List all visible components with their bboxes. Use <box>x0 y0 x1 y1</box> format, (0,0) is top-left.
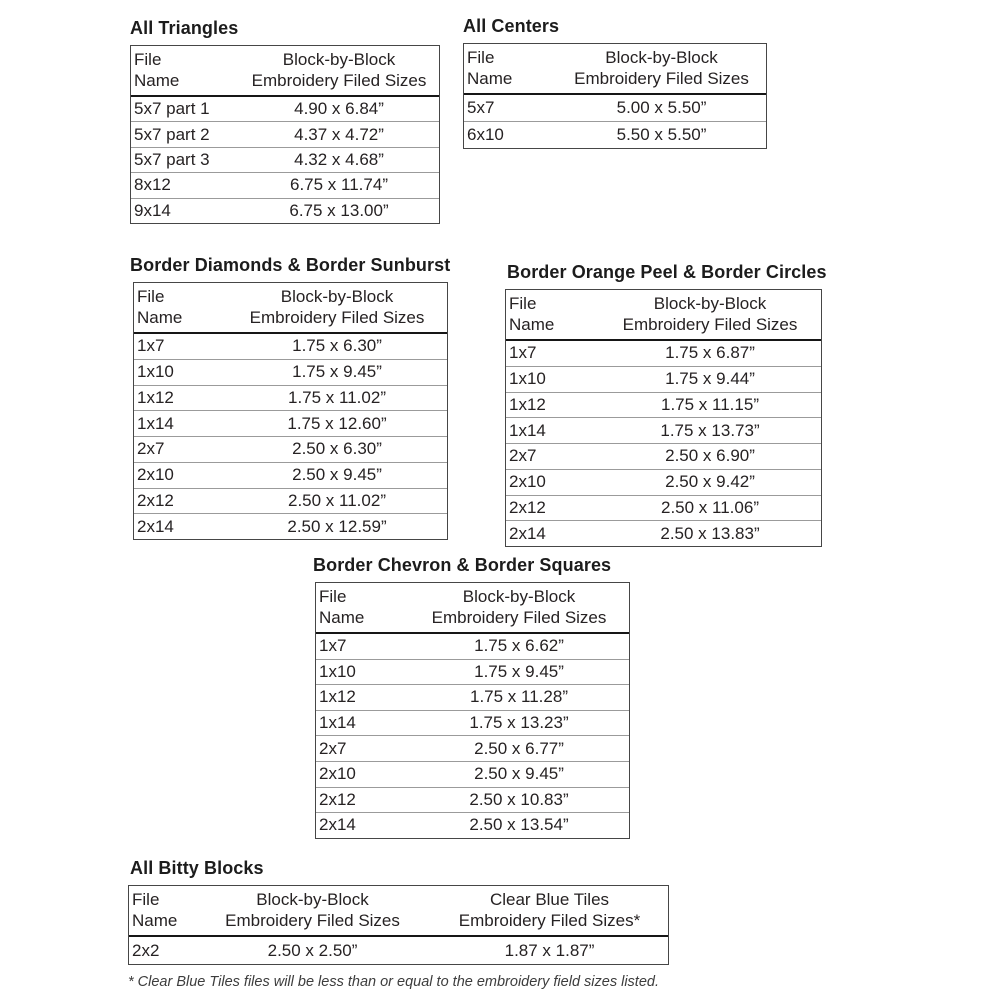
table-all-centers <box>463 43 767 149</box>
table-row <box>316 710 629 736</box>
table-row <box>134 488 447 514</box>
section-border-orangepeel-circles <box>505 262 827 547</box>
cell-size: 2.50 x 13.54” <box>469 815 569 835</box>
table-row <box>506 520 821 546</box>
cell-file-name: 8x12 <box>134 175 171 195</box>
table-row <box>134 385 447 411</box>
cell-file-name: 2x7 <box>509 446 537 466</box>
cell-size: 1.75 x 12.60” <box>287 413 387 433</box>
column-header-sizes: Block-by-Block Embroidery Filed Sizes <box>622 294 798 334</box>
table-row <box>134 462 447 488</box>
table-row <box>134 436 447 462</box>
cell-size: 1.75 x 9.45” <box>474 661 564 681</box>
table-title-all-bitty-blocks: All Bitty Blocks <box>130 858 264 878</box>
table-row <box>506 366 821 392</box>
column-header-file-name: File Name <box>132 890 178 930</box>
cell-size: 1.75 x 13.23” <box>469 713 569 733</box>
column-header-sizes: Block-by-Block Embroidery Filed Sizes <box>251 50 427 90</box>
table-row <box>131 172 439 197</box>
table-all-bitty-blocks <box>128 885 669 965</box>
table-row <box>316 684 629 710</box>
table-row <box>316 735 629 761</box>
cell-file-name: 2x14 <box>319 815 356 835</box>
table-row <box>506 392 821 418</box>
table-row <box>506 341 821 366</box>
cell-file-name: 5x7 <box>467 98 495 117</box>
cell-size: 2.50 x 9.42” <box>665 472 755 492</box>
table-row <box>131 198 439 223</box>
cell-size: 1.75 x 6.30” <box>292 336 382 356</box>
table-row <box>134 410 447 436</box>
cell-file-name: 2x12 <box>509 497 546 517</box>
table-row <box>316 812 629 838</box>
cell-size: 4.37 x 4.72” <box>294 124 384 144</box>
cell-size: 2.50 x 12.59” <box>287 516 387 536</box>
cell-size: 1.75 x 11.28” <box>470 687 568 707</box>
cell-size: 5.00 x 5.50” <box>616 98 707 117</box>
column-header-sizes: Block-by-Block Embroidery Filed Sizes <box>249 287 425 327</box>
table-row <box>506 469 821 495</box>
cell-size: 1.75 x 11.02” <box>288 387 386 407</box>
table-title-all-triangles: All Triangles <box>130 18 239 38</box>
table-row <box>464 95 766 121</box>
section-all-bitty-blocks <box>128 858 669 965</box>
cell-file-name: 2x10 <box>319 764 356 784</box>
table-row <box>316 761 629 787</box>
cell-file-name: 2x14 <box>509 523 546 543</box>
cell-file-name: 5x7 part 1 <box>134 99 210 119</box>
section-all-centers <box>463 16 767 149</box>
cell-size: 2.50 x 6.77” <box>474 738 564 758</box>
table-row <box>316 634 629 659</box>
cell-size: 1.75 x 11.15” <box>661 394 759 414</box>
cell-size: 4.90 x 6.84” <box>294 99 384 119</box>
table-header <box>134 283 447 334</box>
cell-size: 1.75 x 6.87” <box>665 343 755 363</box>
column-header-block-by-block-sizes: Block-by-Block Embroidery Filed Sizes <box>225 890 400 930</box>
cell-size: 6.75 x 11.74” <box>290 175 388 195</box>
column-header-sizes: Block-by-Block Embroidery Filed Sizes <box>574 48 749 88</box>
cell-file-name: 2x7 <box>137 439 165 459</box>
cell-file-name: 1x14 <box>137 413 174 433</box>
section-all-triangles <box>130 18 440 224</box>
cell-size: 2.50 x 6.30” <box>292 439 382 459</box>
table-header <box>464 44 766 95</box>
cell-size: 1.75 x 9.45” <box>292 362 382 382</box>
table-row <box>506 495 821 521</box>
column-header-sizes: Block-by-Block Embroidery Filed Sizes <box>431 587 607 627</box>
table-row <box>134 359 447 385</box>
table-border-diamonds-sunburst <box>133 282 448 540</box>
cell-file-name: 2x12 <box>137 490 174 510</box>
cell-size: 1.75 x 13.73” <box>660 420 760 440</box>
cell-file-name: 1x10 <box>137 362 174 382</box>
section-border-diamonds-sunburst <box>130 255 450 540</box>
table-row <box>131 147 439 172</box>
column-header-file-name: File Name <box>137 287 183 327</box>
table-title-border-chevron-squares: Border Chevron & Border Squares <box>313 555 612 575</box>
table-row <box>131 121 439 146</box>
cell-size: 2.50 x 9.45” <box>292 465 382 485</box>
cell-file-name: 1x12 <box>509 394 546 414</box>
cell-file-name: 1x10 <box>509 369 546 389</box>
cell-file-name: 1x7 <box>509 343 537 363</box>
cell-file-name: 2x10 <box>509 472 546 492</box>
cell-file-name: 6x10 <box>467 125 504 144</box>
cell-file-name: 2x10 <box>137 465 174 485</box>
cell-size: 2.50 x 10.83” <box>469 789 569 809</box>
table-title-border-diamonds-sunburst: Border Diamonds & Border Sunburst <box>130 255 451 275</box>
table-all-triangles <box>130 45 440 224</box>
table-header <box>129 886 668 937</box>
cell-size: 2.50 x 13.83” <box>660 523 760 543</box>
cell-size: 1.75 x 6.62” <box>474 636 564 656</box>
cell-size: 4.32 x 4.68” <box>294 149 384 169</box>
table-row <box>134 513 447 539</box>
table-row <box>316 659 629 685</box>
cell-file-name: 1x12 <box>319 687 356 707</box>
cell-file-name: 9x14 <box>134 200 171 220</box>
table-border-orangepeel-circles <box>505 289 822 547</box>
cell-file-name: 2x7 <box>319 738 347 758</box>
cell-file-name: 2x14 <box>137 516 174 536</box>
table-row <box>316 787 629 813</box>
column-header-clear-blue-tiles-sizes: Clear Blue Tiles Embroidery Filed Sizes* <box>458 890 641 930</box>
cell-size: 2.50 x 9.45” <box>474 764 564 784</box>
table-row <box>131 97 439 121</box>
cell-file-name: 2x12 <box>319 789 356 809</box>
table-row <box>129 937 668 964</box>
table-header <box>316 583 629 634</box>
table-header <box>506 290 821 341</box>
cell-size: 1.75 x 9.44” <box>665 369 755 389</box>
cell-file-name: 1x10 <box>319 661 356 681</box>
cell-clear-blue-tiles-size: 1.87 x 1.87” <box>504 940 595 960</box>
cell-size: 2.50 x 11.02” <box>288 490 386 510</box>
table-row <box>134 334 447 359</box>
cell-file-name: 1x14 <box>509 420 546 440</box>
table-row <box>464 121 766 148</box>
column-header-file-name: File Name <box>319 587 365 627</box>
footnote: * Clear Blue Tiles files will be less than or equal to the embroidery field sizes listed. <box>128 974 659 990</box>
cell-size: 2.50 x 11.06” <box>661 497 759 517</box>
table-border-chevron-squares <box>315 582 630 839</box>
table-row <box>506 443 821 469</box>
cell-size: 2.50 x 2.50” <box>267 940 358 960</box>
cell-file-name: 1x7 <box>137 336 165 356</box>
cell-file-name: 1x14 <box>319 713 356 733</box>
column-header-file-name: File Name <box>509 294 555 334</box>
column-header-file-name: File Name <box>134 50 180 90</box>
table-title-all-centers: All Centers <box>463 16 560 36</box>
cell-size: 2.50 x 6.90” <box>665 446 755 466</box>
table-title-border-orangepeel-circles: Border Orange Peel & Border Circles <box>507 262 827 282</box>
cell-file-name: 5x7 part 2 <box>134 124 210 144</box>
column-header-file-name: File Name <box>467 48 513 88</box>
cell-file-name: 1x12 <box>137 387 174 407</box>
table-header <box>131 46 439 97</box>
cell-file-name: 1x7 <box>319 636 347 656</box>
cell-file-name: 5x7 part 3 <box>134 149 210 169</box>
table-row <box>506 417 821 443</box>
section-border-chevron-squares <box>313 555 630 839</box>
cell-size: 6.75 x 13.00” <box>289 200 389 220</box>
cell-size: 5.50 x 5.50” <box>616 125 707 144</box>
cell-file-name: 2x2 <box>132 940 160 960</box>
